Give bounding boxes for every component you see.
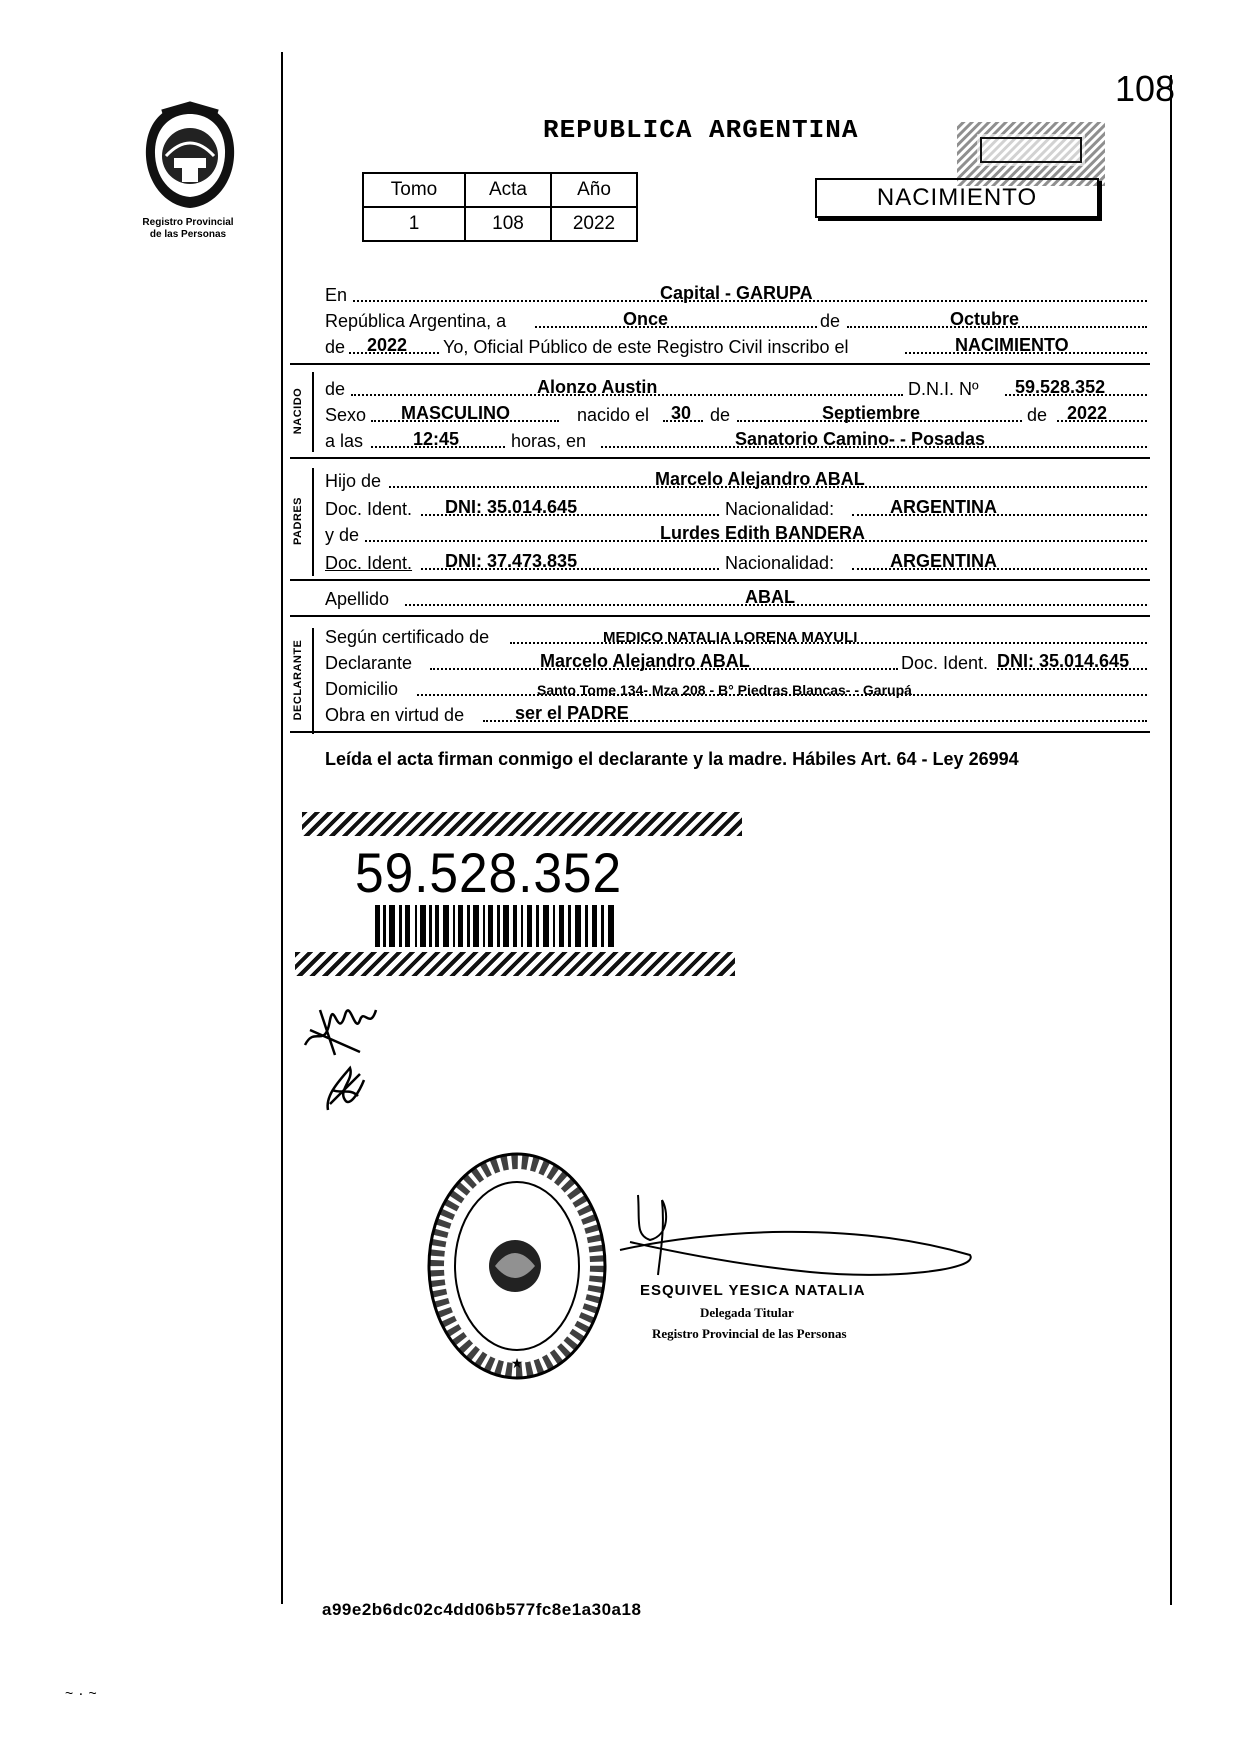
mother-name-value: Lurdes Edith BANDERA: [660, 523, 866, 543]
declarant-doc-label: Doc. Ident.: [901, 653, 989, 673]
father-nationality-value: ARGENTINA: [890, 497, 997, 517]
anio-header: Año: [551, 173, 637, 207]
born-de1-label: de: [710, 405, 731, 425]
declarant-label: Declarante: [325, 653, 413, 673]
father-doc-row: [325, 494, 1147, 520]
en-label: En: [325, 285, 348, 305]
section-separator: [290, 457, 1150, 459]
day-value: Once: [623, 309, 669, 329]
year-prefix-label: de: [325, 337, 346, 357]
date-row: [325, 306, 1147, 332]
logo-caption-line2: de las Personas: [149, 229, 227, 240]
acting-row: [325, 700, 1147, 726]
birth-year-value: 2022: [1067, 403, 1108, 423]
month-value: Octubre: [950, 309, 1020, 329]
time-place-row: [325, 426, 1147, 452]
declarant-row: [325, 648, 1147, 674]
provincial-seal-icon: [140, 100, 240, 212]
surname-row: [325, 584, 1147, 610]
barcode-icon: [375, 905, 615, 947]
record-type-box: NACIMIENTO: [815, 178, 1099, 218]
nationality-label: Nacionalidad:: [725, 553, 835, 573]
doc-label: Doc. Ident.: [325, 499, 413, 519]
inscription-type-value: NACIMIENTO: [955, 335, 1069, 355]
dni-label: D.N.I. Nº: [908, 379, 979, 399]
location-row: [325, 280, 1147, 306]
official-name: ESQUIVEL YESICA NATALIA: [640, 1282, 866, 1299]
section-separator: [290, 579, 1150, 581]
document-hash: a99e2b6dc02c4dd06b577fc8e1a30a18: [322, 1600, 642, 1619]
birth-time-value: 12:45: [413, 429, 460, 449]
page-number: 108: [1115, 68, 1176, 109]
father-doc-value: DNI: 35.014.645: [445, 497, 578, 517]
sex-row: [325, 400, 1147, 426]
declarant-value: Marcelo Alejandro ABAL: [540, 651, 750, 671]
birth-day-value: 30: [671, 403, 692, 423]
father-name-value: Marcelo Alejandro ABAL: [655, 469, 865, 489]
logo-caption-line1: Registro Provincial: [142, 217, 234, 228]
sex-label: Sexo: [325, 405, 367, 425]
anio-value: 2022: [551, 207, 637, 241]
section-label-nacido: NACIDO: [292, 387, 304, 435]
de-label: de: [820, 311, 841, 331]
official-signature-icon: [590, 1180, 990, 1290]
acting-label: Obra en virtud de: [325, 705, 465, 725]
address-row: [325, 674, 1147, 700]
right-margin-line: [1170, 75, 1172, 1605]
svg-text:★: ★: [510, 1356, 524, 1372]
child-name-value: Alonzo Austin: [537, 377, 658, 397]
section-separator: [290, 731, 1150, 733]
registry-table: [362, 172, 638, 242]
cert-label: Según certificado de: [325, 627, 490, 647]
officer-row: [325, 332, 1147, 358]
certificate-value: MEDICO NATALIA LORENA MAYULI: [603, 629, 858, 646]
acting-value: ser el PADRE: [515, 703, 629, 723]
mother-signature-icon: [320, 1060, 370, 1115]
section-separator: [290, 615, 1150, 617]
section-separator: [290, 363, 1150, 365]
son-of-label: Hijo de: [325, 471, 382, 491]
child-name-row: [325, 374, 1147, 400]
officer-text: Yo, Oficial Público de este Registro Civil inscribo el: [443, 337, 849, 357]
section-bar: [312, 372, 314, 452]
section-label-declarante: DECLARANTE: [292, 639, 304, 721]
surname-label: Apellido: [325, 589, 390, 609]
hours-label: horas, en: [511, 431, 587, 451]
address-value: Santo Tome 134- Mza 208 - B° Piedras Blancas- - Garupá: [537, 682, 912, 698]
section-bar: [312, 468, 314, 576]
birth-month-value: Septiembre: [822, 403, 921, 423]
left-margin-line: [281, 52, 283, 1604]
certificate-row: [325, 622, 1147, 648]
year-value: 2022: [367, 335, 408, 355]
tomo-value: 1: [363, 207, 465, 241]
location-value: Capital - GARUPA: [660, 283, 813, 303]
tomo-header: Tomo: [363, 173, 465, 207]
declarant-doc-value: DNI: 35.014.645: [997, 651, 1130, 671]
registry-logo: [128, 100, 248, 241]
mother-doc-value: DNI: 37.473.835: [445, 551, 578, 571]
nationality-label: Nacionalidad:: [725, 499, 835, 519]
birth-place-value: Sanatorio Camino- - Posadas: [735, 429, 986, 449]
garupa-delegation-seal-icon: [425, 1150, 610, 1382]
acta-value: 108: [465, 207, 551, 241]
republic-label: República Argentina, a: [325, 311, 507, 331]
time-label: a las: [325, 431, 364, 451]
closing-text: Leída el acta firman conmigo el declarante y la madre. Hábiles Art. 64 - Ley 26994: [325, 749, 1019, 769]
scan-marks: ~ ٠ ~: [65, 1685, 97, 1701]
mother-nationality-value: ARGENTINA: [890, 551, 997, 571]
born-label: nacido el: [577, 405, 650, 425]
declarant-signature-icon: [300, 990, 380, 1060]
mother-doc-row: [325, 548, 1147, 574]
doc-label: Doc. Ident.: [325, 553, 413, 573]
mother-name-row: [325, 520, 1147, 546]
section-bar: [312, 628, 314, 734]
official-office: Registro Provincial de las Personas: [652, 1326, 847, 1341]
surname-value: ABAL: [745, 587, 795, 607]
and-of-label: y de: [325, 525, 360, 545]
child-dni-value: 59.528.352: [1015, 377, 1106, 397]
dotted-line: [535, 326, 817, 328]
security-band-bottom: [295, 952, 735, 976]
security-band-top: [302, 812, 742, 836]
official-role: Delegada Titular: [700, 1305, 794, 1320]
address-label: Domicilio: [325, 679, 399, 699]
name-label: de: [325, 379, 346, 399]
section-label-padres: PADRES: [292, 496, 304, 546]
father-name-row: [325, 466, 1147, 492]
dni-large-number: 59.528.352: [355, 841, 623, 904]
born-de2-label: de: [1027, 405, 1048, 425]
acta-header: Acta: [465, 173, 551, 207]
sex-value: MASCULINO: [401, 403, 510, 423]
country-title: REPUBLICA ARGENTINA: [543, 115, 859, 145]
